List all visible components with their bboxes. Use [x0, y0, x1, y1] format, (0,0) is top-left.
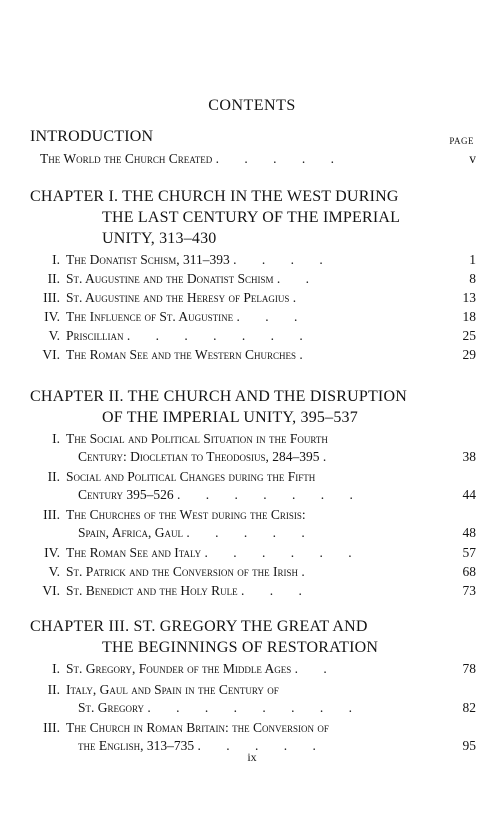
entry-number: II.	[47, 682, 60, 697]
entry-page: 25	[462, 328, 476, 343]
toc-entry[interactable]: V. Priscillian . . . . . . . 25	[30, 327, 476, 345]
toc-entry[interactable]: I. The Social and Political Situation in the Fourth Century: Diocletian to Theodosius, 284–395 . 38	[30, 430, 476, 466]
chapter-2-heading: CHAPTER II. THE CHURCH AND THE DISRUPTION OF THE IMPERIAL UNITY, 395–537	[30, 388, 407, 426]
entry-number: VI.	[42, 347, 60, 362]
entry-number: II.	[47, 271, 60, 286]
entry-number: III.	[43, 290, 60, 305]
entry-number: I.	[52, 661, 60, 676]
toc-entry[interactable]: III. The Church in Roman Britain: the Conversion of the English, 313–735 . . . . . 95	[30, 719, 476, 755]
page-folio: ix	[247, 750, 257, 764]
toc-entry[interactable]: III. St. Augustine and the Heresy of Pelagius . 13	[30, 289, 476, 307]
entry-page: 38	[462, 449, 476, 464]
toc-entry[interactable]: I. St. Gregory, Founder of the Middle Ages . . 78	[30, 660, 476, 678]
entry-page: 48	[462, 525, 476, 540]
introduction-heading: INTRODUCTION	[30, 128, 154, 145]
toc-entry-page: v	[469, 151, 476, 166]
toc-entry[interactable]: I. The Donatist Schism, 311–393 . . . . 1	[30, 251, 476, 269]
toc-entry[interactable]: II. Social and Political Changes during the Fifth Century 395–526 . . . . . . . 44	[30, 468, 476, 504]
entry-page: 44	[462, 487, 476, 502]
toc-entry-title: The World the Church Created . . . . .	[40, 151, 345, 166]
toc-entry[interactable]: VI. St. Benedict and the Holy Rule . . . 73	[30, 582, 476, 600]
entry-page: 18	[462, 309, 476, 324]
contents-title: CONTENTS	[208, 97, 296, 114]
page-column-label: PAGE	[449, 136, 474, 146]
entry-number: III.	[43, 720, 60, 735]
entry-page: 68	[462, 564, 476, 579]
chapter-1-heading: CHAPTER I. THE CHURCH IN THE WEST DURING THE LAST CENTURY OF THE IMPERIAL UNITY, 313–430	[30, 188, 401, 247]
entry-number: V.	[48, 564, 60, 579]
toc-entry[interactable]: II. Italy, Gaul and Spain in the Century of St. Gregory . . . . . . . . 82	[30, 681, 476, 717]
entry-page: 13	[462, 290, 476, 305]
entry-page: 95	[462, 738, 476, 753]
entry-number: I.	[52, 431, 60, 446]
toc-entry[interactable]: III. The Churches of the West during the Crisis: Spain, Africa, Gaul . . . . . 48	[30, 506, 476, 542]
entry-page: 1	[469, 252, 476, 267]
entry-page: 29	[462, 347, 476, 362]
entry-page: 73	[462, 583, 476, 598]
entry-page: 78	[462, 661, 476, 676]
entry-number: III.	[43, 507, 60, 522]
toc-entry[interactable]: IV. The Roman See and Italy . . . . . . 57	[30, 544, 476, 562]
entry-number: I.	[52, 252, 60, 267]
chapter-3-heading: CHAPTER III. ST. GREGORY THE GREAT AND THE BEGINNINGS OF RESTORATION	[30, 618, 379, 656]
entry-page: 57	[462, 545, 476, 560]
entry-number: II.	[47, 469, 60, 484]
toc-entry[interactable]: IV. The Influence of St. Augustine . . . 18	[30, 308, 476, 326]
entry-number: IV.	[44, 545, 60, 560]
entry-number: V.	[48, 328, 60, 343]
entry-number: VI.	[42, 583, 60, 598]
toc-entry-introduction[interactable]	[30, 150, 476, 168]
toc-entry[interactable]: V. St. Patrick and the Conversion of the Irish . 68	[30, 563, 476, 581]
toc-entry[interactable]: VI. The Roman See and the Western Churches . 29	[30, 346, 476, 364]
entry-page: 8	[469, 271, 476, 286]
toc-entry[interactable]: II. St. Augustine and the Donatist Schism . . 8	[30, 270, 476, 288]
entry-page: 82	[462, 700, 476, 715]
entry-number: IV.	[44, 309, 60, 324]
